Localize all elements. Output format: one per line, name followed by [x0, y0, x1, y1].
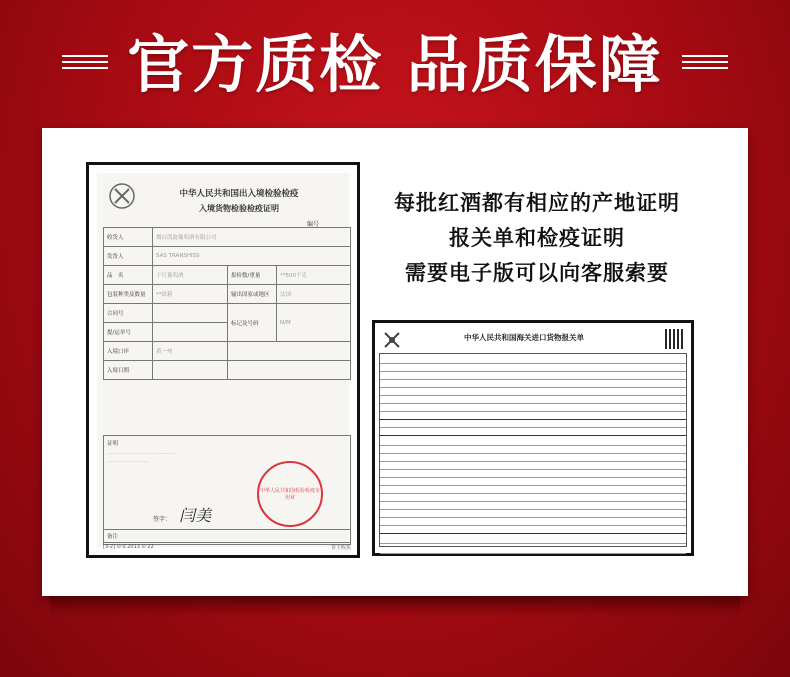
row-value: 法国 — [277, 285, 351, 304]
inspection-emblem-icon — [107, 181, 137, 211]
row-label: 标记及号码 — [228, 304, 277, 342]
official-stamp: 中华人民共和国检验检疫专用章 — [257, 461, 323, 527]
info-line: 需要电子版可以向客服索要 — [405, 261, 669, 285]
row-value: 黄一州 — [153, 342, 228, 361]
customs-declaration-image — [372, 320, 694, 556]
row-value — [153, 361, 228, 380]
row-value: 干红葡萄酒 — [153, 266, 228, 285]
row-value: **500千克 — [277, 266, 351, 285]
row-label: 包装种类及数量 — [104, 285, 153, 304]
row-label: 收货人 — [104, 228, 153, 247]
customs-form-title: 中华人民共和国海关进口货物报关单 — [464, 333, 584, 342]
row-label: 品 名 — [104, 266, 153, 285]
row-label: 发货人 — [104, 247, 153, 266]
inspection-certificate-image — [86, 162, 360, 558]
qr-code-icon — [665, 329, 685, 349]
certificate-note: 证明 ············································ ·························· — [103, 435, 351, 545]
card-shadow — [50, 596, 740, 618]
customs-emblem-icon — [381, 329, 403, 351]
footer-left: [3-2] ⊙ 0.2013 ⊙ 22 — [103, 544, 154, 550]
certificate-subtitle: 入境货物检验检疫证明 — [199, 204, 279, 213]
row-label: 合同号 — [104, 304, 153, 323]
remarks-row: 备注 — [103, 529, 351, 543]
row-label: 提/运单号 — [104, 323, 153, 342]
certificate-table — [103, 227, 351, 380]
info-line: 报关单和检疫证明 — [449, 226, 625, 250]
signature: 闫美 — [179, 506, 212, 525]
note-label: 证明 — [107, 441, 119, 447]
row-value — [153, 304, 228, 323]
row-value — [153, 323, 228, 342]
row-value: 烟台凯旋葡萄酒有限公司 — [153, 228, 351, 247]
info-line: 每批红酒都有相应的产地证明 — [394, 191, 680, 215]
customs-form-grid — [379, 353, 687, 547]
certificate-footer — [103, 544, 351, 551]
row-label: 入境口岸 — [104, 342, 153, 361]
row-label: 报检数/重量 — [228, 266, 277, 285]
row-label: 入境日期 — [104, 361, 153, 380]
banner — [0, 14, 790, 104]
signature-line — [153, 503, 211, 526]
row-value: **纸箱 — [153, 285, 228, 304]
certificate-number-label: 编号 — [306, 221, 319, 228]
title-decoration-right — [682, 51, 728, 73]
info-text-block — [372, 190, 702, 295]
page-title: 官方质检 品质保障 — [127, 27, 663, 101]
row-label: 输出国家或地区 — [228, 285, 277, 304]
content-card — [42, 128, 748, 596]
signature-label: 签字： — [153, 516, 172, 523]
row-value: N/M — [277, 304, 351, 342]
certificate-title: 中华人民共和国出入境检验检疫 — [179, 189, 299, 199]
footer-right: 货主收执 — [330, 545, 351, 551]
row-value: SAS TRANSHISS — [153, 247, 351, 266]
